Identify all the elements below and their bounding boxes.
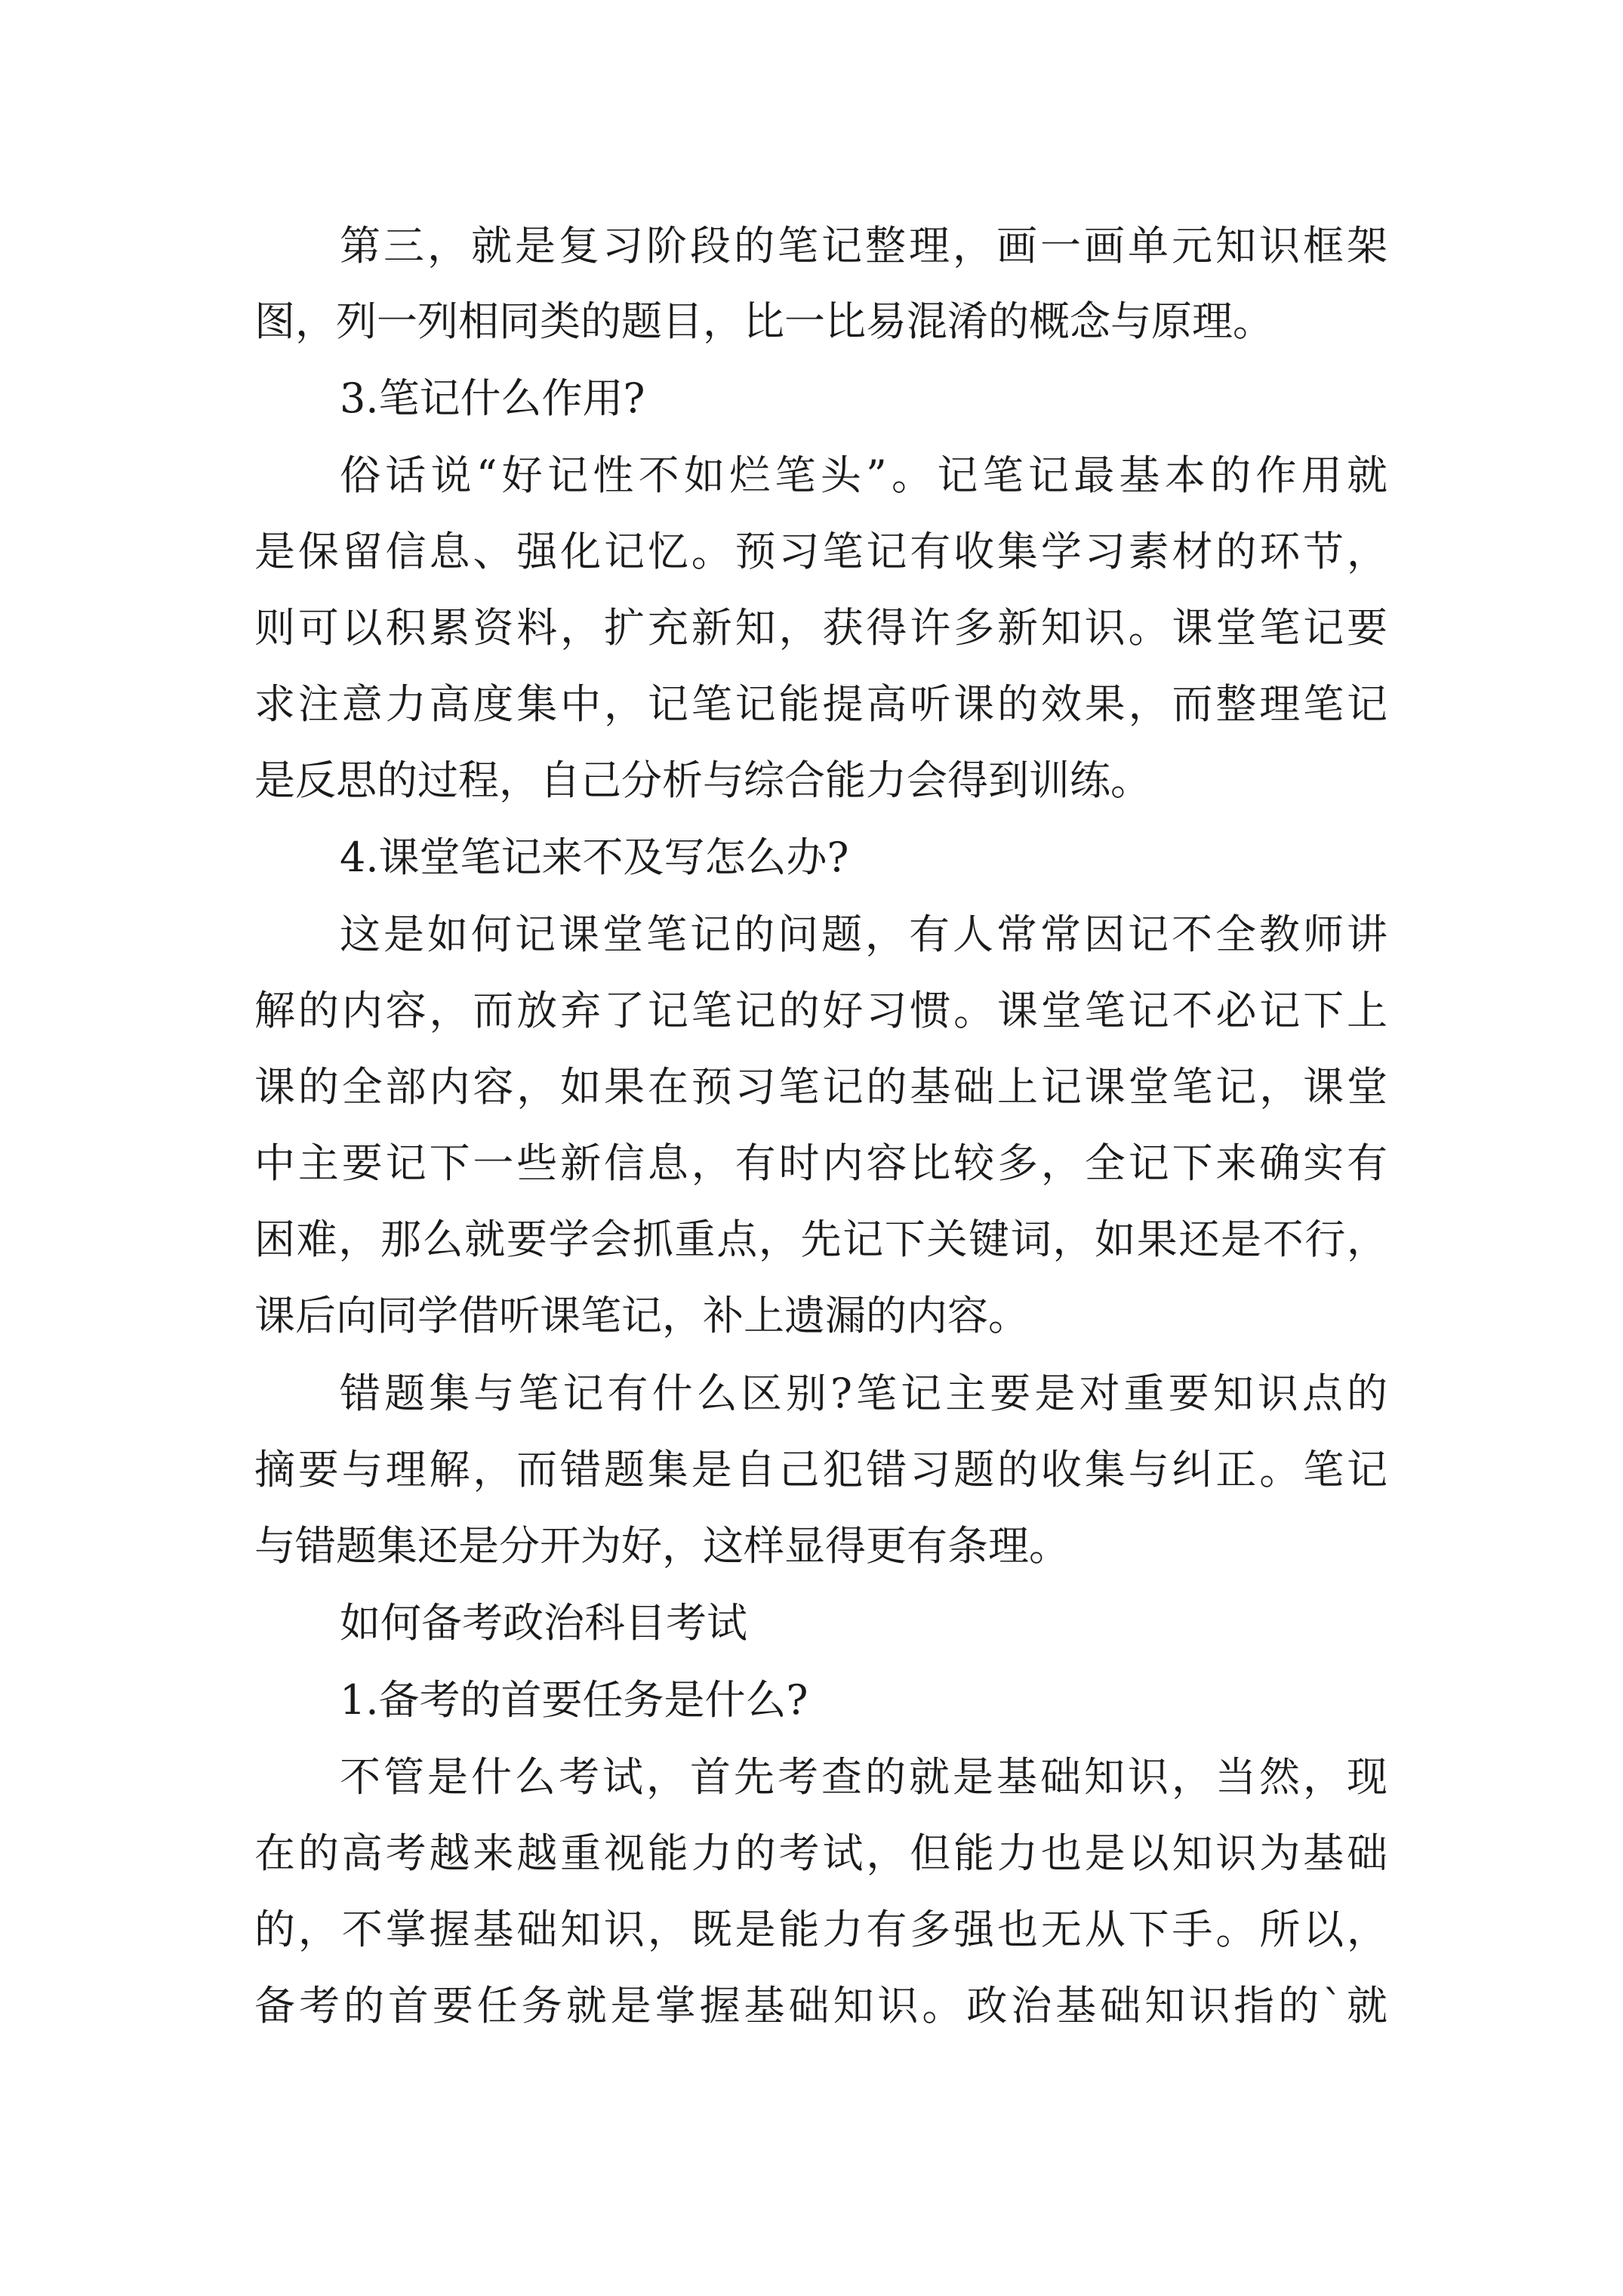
text-line: 摘要与理解，而错题集是自己犯错习题的收集与纠正。笔记 [254,1446,1387,1493]
text-line: 图，列一列相同类的题目，比一比易混淆的概念与原理。 [254,297,1273,345]
text-line: 课的全部内容，如果在预习笔记的基础上记课堂笔记，课堂 [254,1063,1387,1111]
text-line: 则可以积累资料，扩充新知，获得许多新知识。课堂笔记要 [254,604,1387,652]
text-line: 这是如何记课堂笔记的问题，有人常常因记不全教师讲 [340,911,1387,958]
text-line: 与错题集还是分开为好，这样显得更有条理。 [254,1522,1070,1570]
section-heading: 如何备考政治科目考试 [340,1599,747,1647]
text-line: 是保留信息、强化记忆。预习笔记有收集学习素材的环节， [254,528,1387,575]
text-line: 在的高考越来越重视能力的考试，但能力也是以知识为基础 [254,1829,1387,1877]
text-line: 是反思的过程，自己分析与综合能力会得到训练。 [254,757,1151,804]
text-line: 困难，那么就要学会抓重点，先记下关键词，如果还是不行， [254,1216,1387,1263]
text-line: 的，不掌握基础知识，既是能力有多强也无从下手。所以， [254,1906,1387,1953]
text-line: 俗话说“好记性不如烂笔头”。记笔记最基本的作用就 [340,451,1387,499]
text-line: 中主要记下一些新信息，有时内容比较多，全记下来确实有 [254,1139,1387,1187]
text-line: 错题集与笔记有什么区别?笔记主要是对重要知识点的 [340,1370,1387,1417]
question-heading: 4.课堂笔记来不及写怎么办? [340,834,849,881]
question-heading: 3.笔记什么作用? [340,374,645,422]
text-line: 第三，就是复习阶段的笔记整理，画一画单元知识框架 [340,222,1387,270]
question-heading: 1.备考的首要任务是什么? [340,1676,808,1724]
text-line: 课后向同学借听课笔记，补上遗漏的内容。 [254,1292,1029,1339]
text-line: 求注意力高度集中，记笔记能提高听课的效果，而整理笔记 [254,680,1387,728]
text-line: 备考的首要任务就是掌握基础知识。政治基础知识指的`就 [254,1982,1387,2029]
text-line: 解的内容，而放弃了记笔记的好习惯。课堂笔记不必记下上 [254,987,1387,1034]
text-line: 不管是什么考试，首先考查的就是基础知识，当然，现 [340,1753,1387,1801]
